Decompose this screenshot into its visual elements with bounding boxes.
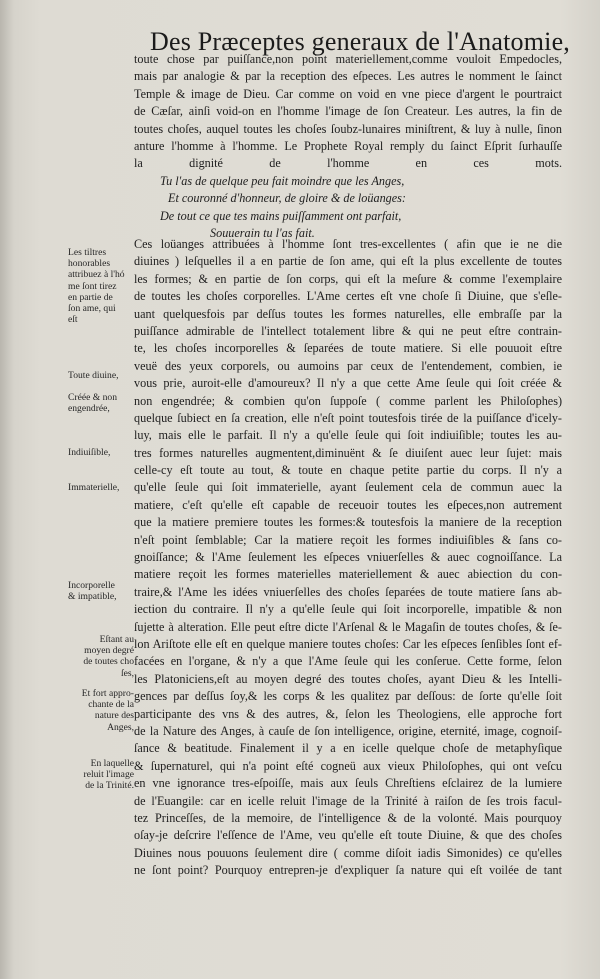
verse-line: Et couronné d'honneur, de gloire & de loüanges: [168,191,406,206]
text-line: tez Princeſſes, de la memoire, de l'intelligence & de la volonté. Mais pourquoy [134,810,562,825]
text-line: ne ſont point? Pourquoy entrepren-je d'expliquer ſa nature qui eſt voilée de tant [134,863,562,878]
text-line: ſance & beatitude. Finalement il y a en icelle quelque choſe de metaphyſique [134,741,562,756]
text-line: n'eſt point ſemblable; Car la matiere reçoit les formes indiuiſibles & ſans co- [134,532,562,547]
text-line: tres formes naturelles augmentent,diminuënt & ſe diuiſent auec leur ſujet: mais [134,445,562,460]
text-line: luy, mais elle le parfait. Il n'y a qu'elle ſeule qui ſoit indiuiſible; toutes les au- [134,428,562,443]
text-block-main [134,236,562,879]
text-line: qu'elle ſeule qui ſoit immaterielle, ayant ſeulement cela de commun auec la [134,480,562,495]
text-line: quelque ſubiect en ſa creation, elle n'eſt point toutesfois tirée de la puiſſance d'icely- [134,410,562,425]
text-line: vous prie, auroit-elle d'amoureux? Il n'y a que cette Ame ſeule qui ſoit créée & [134,376,562,391]
margin-note-line: Toute diuine, [68,370,119,381]
text-line: gences par deſſus ſoy,& les corps & les qualitez par deſſous: de ſorte qu'elle ſoit [134,689,562,704]
text-line: matiere reçoit les formes materielles materiellement & auec abiection du con- [134,567,562,582]
text-line: facées en l'organe, & n'y a que l'Ame ſeule qui les conſerue. Cette forme, ſelon [134,654,562,669]
text-line: matiere, c'eſt qu'elle eſt capable de receuoir toutes les eſpeces,non autrement [134,497,562,512]
text-line: Temple & image de Dieu. Car comme on void en vne piece d'argent le pourtraict [134,86,562,101]
text-line: diuines ) leſquelles il a en partie de ſon ame, qui eſt la plus excellente de toutes [134,254,562,269]
text-line: mais par analogie & par la reception des eſpeces. Les autres le nomment le ſainct [134,69,562,84]
text-line: de toutes les choſes corporelles. L'Ame certes eſt vne choſe ſi Diuine, que s'eſle- [134,289,562,304]
text-line: non engendrée; & combien qu'on ſuppoſe ( comme parlent les Philoſophes) [134,393,562,408]
margin-note-line: chante de la [88,699,134,711]
text-line: toutes choſes, auquel toutes les choſes ſoubz-lunaires miniſtrent, & luy à nulle, ſinon [134,121,562,136]
margin-note-line: Incorporelle [68,580,115,591]
margin-note-line: Indiuiſible, [68,447,111,458]
text-line: participante des vns & des autres, &, ſelon les Theologiens, elle approche fort [134,706,562,721]
text-line: Ces loüanges attribuées à l'homme ſont tres-excellentes ( afin que ie ne die [134,237,562,251]
verse-line: Souuerain tu l'as fait. [210,226,315,241]
text-line: oſay-je deſcrire l'eſſence de l'Ame, veu qu'elle eſt toute Diuine, & que des choſes [134,828,562,843]
text-line: uant quelquesfois par deſſus toutes les formes naturelles, elle embraſſe par la [134,306,562,321]
margin-note-line: Les tiltres [68,247,107,258]
margin-note-line: Anges, [107,721,134,733]
margin-note-line: Créée & non [68,392,118,403]
margin-note-line: moyen degré [84,645,134,657]
margin-note-line: de la Trinité. [85,780,134,792]
text-line: de la Nature des Anges, à cauſe de ſon intelligence, origine, eternité, image, cognoiſ- [134,723,562,738]
text-line: puiſſance admirable de l'intellect totalement libre & qui ne peut eſtre contrain- [134,323,562,338]
text-line: les Platoniciens,eſt au moyen degré des toutes choſes, ayant Dieu & les Intelli- [134,671,562,686]
margin-note-line: nature des [94,710,134,722]
margin-note-incorporelle [68,580,134,602]
text-line: en vne ignorance tres-eſpoiſſe, mais aux ſeuls Chreſtiens eſclairez de la lumiere [134,776,562,791]
text-line: & ſupernaturel, qui n'a point eſté cogneü aux vieux Philoſophes, qui ont veſcu [134,758,562,773]
text-line: veuë des yeux corporels, ou aumoins par ceux de l'entendement, combien, ie [134,358,562,373]
margin-note-line: ſon ame, qui [68,303,116,315]
margin-note-line: me ſont tirez [68,280,117,292]
text-line: les formes; & en partie de ſon corps, qui eſt la meſure & comme l'exemplaire [134,271,562,286]
text-line: la dignité de l'homme en ces mots. [134,156,562,171]
verse-line: De tout ce que tes mains puiſſamment ont parfait, [160,208,402,223]
margin-note-line: Eſtant au [99,634,134,645]
text-line: de Cæſar, ainſi void-on en l'homme l'image de ſon Createur. Les autres, la fin de [134,104,562,119]
margin-note-anges [68,688,134,733]
text-line: Diuines nous pouuons ſeulement dire ( comme diſoit iadis Simonides) ce qu'elles [134,845,562,860]
psalm-verse [160,173,560,243]
margin-note-line: eſt [68,314,78,326]
margin-note-line: en partie de [68,291,113,303]
margin-note-line: Immaterielle, [68,482,120,493]
margin-note-line: Et fort appro- [81,688,134,699]
text-line: ſujette à alteration. Elle peut eſtre dicte l'Arſenal & le Magaſin de toutes choſes, & ſe- [134,619,562,634]
margin-note-trinite [68,758,134,792]
text-line: traire,& l'Ame les idées vniuerſelles des choſes ſeparées de toute matiere ſans ab- [134,584,562,599]
text-line: lon Ariſtote elle eſt en quelque maniere toutes choſes: Car les eſpeces ſenſibles ſont ef- [134,636,562,651]
margin-note-tiltres [68,247,134,325]
margin-note-line: de toutes cho [83,656,134,668]
margin-note-moyen-degre [68,634,134,679]
text-line: toute chose par puiſſance,non point materiellement,comme vouloit Empedocles, [134,52,562,66]
text-line: que la matiere premiere toutes les formes:& toutesfois la maniere de la reception [134,515,562,530]
text-line: de l'Euangile: car en icelle reluit l'image de la Trinité à raiſon de ſes trois facul- [134,793,562,808]
margin-note-line: & impatible, [68,591,117,603]
margin-note-toute-diuine [68,370,134,381]
margin-note-line: ſes, [120,667,134,679]
margin-note-creee [68,392,134,414]
text-line: celle-cy eſt toute au tout, & toute en chaque petite partie du corps. Il n'y a [134,463,562,478]
margin-note-indiuisible [68,447,134,458]
margin-note-line: honorables [68,258,111,270]
margin-note-line: attribuez à l'hó [68,269,125,281]
margin-note-immaterielle [68,482,134,493]
margin-note-line: reluit l'image [83,769,134,781]
text-line: iection du contraire. Il n'y a qu'elle ſeule qui ſoit incorporelle, impatible & non [134,602,562,617]
margin-note-line: engendrée, [68,403,110,415]
page-header: Des Præceptes generaux de l'Anatomie, [150,27,571,56]
text-line: te, les choſes incorporelles & ſeparées de toute matiere. Si elle pouuoit eſtre [134,341,562,356]
verse-line: Tu l'as de quelque peu fait moindre que les Anges, [160,174,405,188]
text-block-intro [134,51,562,173]
text-line: anture l'homme à l'homme. Le Prophete Royal remply du ſainct Eſprit ſurhauſſe [134,138,562,153]
margin-note-line: En laquelle [90,758,134,769]
text-line: gnoiſſance; & l'Ame ſeulement les eſpeces vniuerſelles & auec cognoiſſance. La [134,550,562,565]
